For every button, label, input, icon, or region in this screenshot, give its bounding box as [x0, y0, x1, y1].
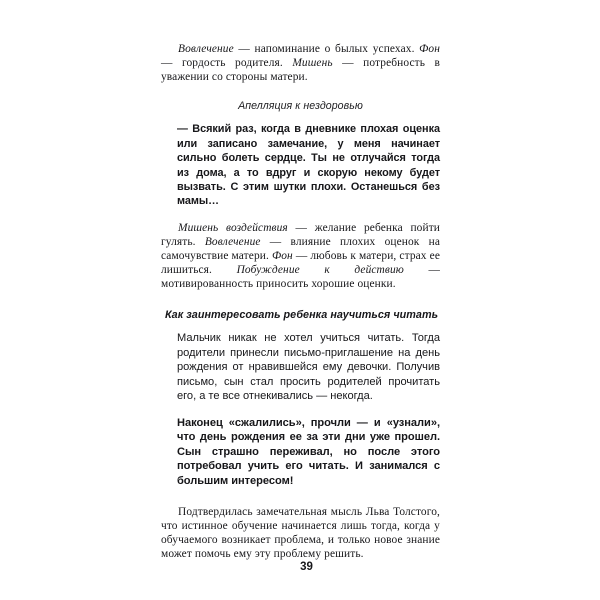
analysis-two-term-7: Побуждение к действию: [236, 264, 404, 276]
analysis-one-term-5: Мишень: [292, 57, 333, 70]
text-column: [161, 42, 440, 562]
spacer: [161, 322, 440, 331]
section-heading-how-to-interest-child: Как заинтересовать ребенка научиться читать: [165, 309, 439, 322]
story-paragraph-two: Наконец «сжалились», прочли — и «узнали», что день рождения ее за эти дни уже прошел. Сын страшно переживал, но после этого потребовал учить его читать. И занимался с большим интересом!: [177, 416, 440, 487]
analysis-two-term-3: Вовлечение: [204, 235, 261, 248]
analysis-one-term-3: Фон: [419, 43, 440, 55]
analysis-paragraph-one: [161, 42, 440, 84]
analysis-two-term-5: Фон: [271, 249, 293, 262]
section-heading-appeal-to-illness: Апелляция к нездоровью: [238, 100, 363, 113]
analysis-one-run-4: — гордость родителя.: [161, 57, 293, 70]
spacer: [161, 84, 440, 99]
analysis-two-run-8: — мотивированность приносить хорошие оценки.: [161, 264, 441, 291]
analysis-two-run-6: — любовь к матери, страх ее лишиться.: [161, 249, 440, 276]
conclusion-paragraph: Подтвердилась замечательная мысль Льва Толстого, что истинное обучение начинается лишь тогда, когда у обучаемого возникает проблема, и только новое знание может помочь ему эту проблему решить.: [161, 506, 440, 561]
spacer: [161, 291, 440, 308]
quote-block-appeal-to-illness: — Всякий раз, когда в дневнике плохая оценка или записано замечание, у меня начинает сильно болеть сердце. Ты не отлучайся тогда из дома, а то вдруг и скорую некому будет вызвать. С этим шутки плохи. Останешься без мамы…: [177, 123, 440, 208]
analysis-two-term-1: Мишень воздействия: [178, 221, 288, 234]
analysis-one-term-1: Вовлечение: [178, 43, 234, 55]
analysis-two-run-4: — влияние плохих оценок на самочувствие матери.: [161, 235, 440, 262]
analysis-one-run-2: — напоминание о былых успехах.: [233, 43, 420, 55]
page-number: 39: [300, 561, 313, 573]
story-paragraph-one: Мальчик никак не хотел учиться читать. Тогда родители принесли письмо-приглашение на день рождения от нравившейся ему девочки. Получив письмо, сын стал просить родителей прочитать его, а те все отнекивались — некогда.: [177, 332, 440, 403]
analysis-paragraph-two: [161, 221, 440, 291]
spacer: [161, 113, 440, 122]
spacer: [161, 488, 440, 505]
analysis-two-run-2: — желание ребенка пойти гулять.: [161, 221, 440, 248]
spacer: [161, 404, 440, 416]
analysis-one-run-6: — потребность в уважении со стороны матери.: [161, 57, 441, 84]
spacer: [161, 209, 440, 221]
